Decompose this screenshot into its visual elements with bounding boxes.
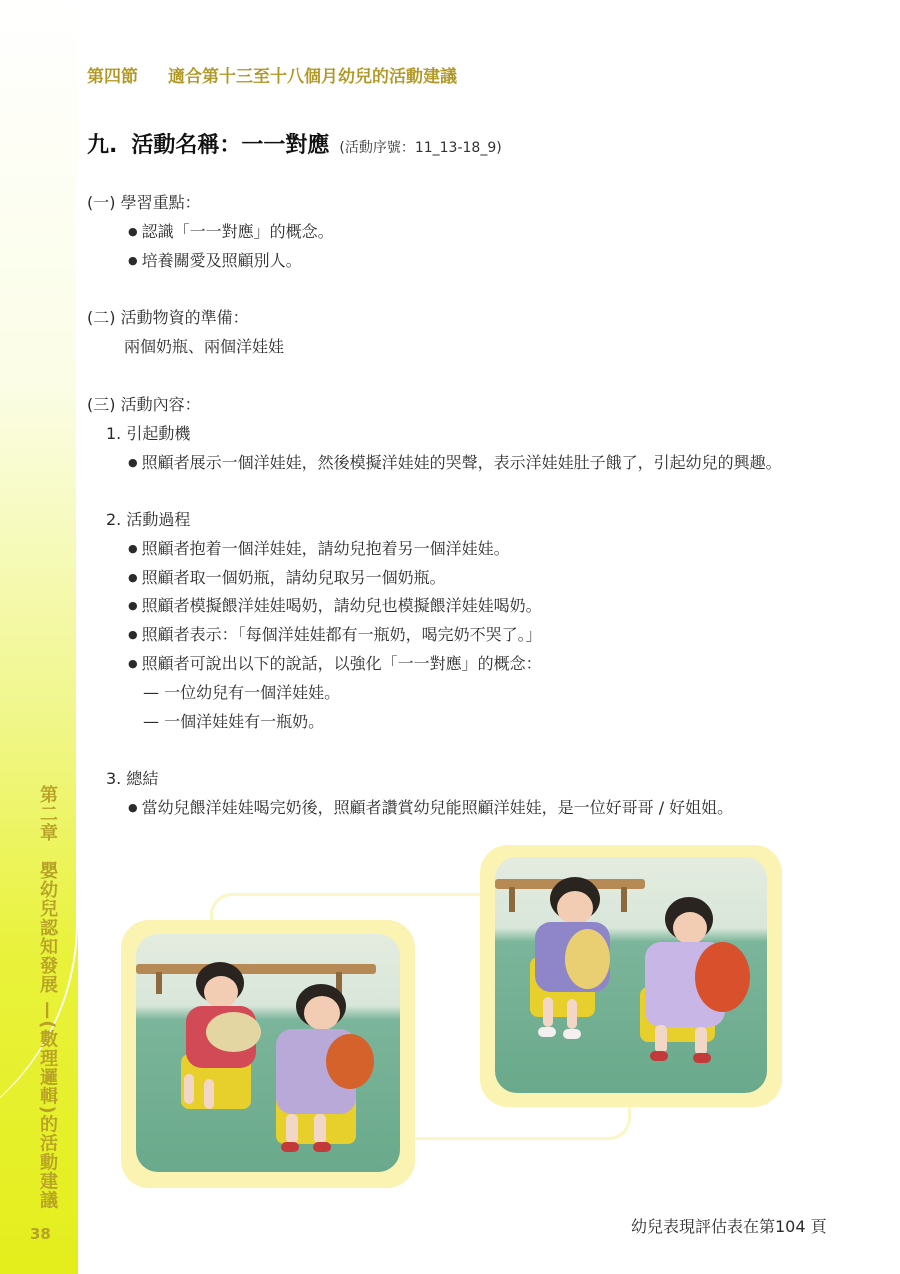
page-number: 38	[30, 1225, 51, 1243]
activity-title	[87, 128, 502, 159]
activity-name: 活動名稱：一一對應	[131, 133, 330, 158]
step2-point: ● 照顧者取一個奶瓶，請幼兒取另一個奶瓶。	[128, 565, 446, 588]
activity-code: (活動序號：11_13-18_9)	[339, 140, 502, 156]
step2-point: ● 照顧者模擬餵洋娃娃喝奶，請幼兒也模擬餵洋娃娃喝奶。	[128, 593, 542, 616]
activity-number: 九.	[87, 133, 118, 158]
step2-point: ● 照顧者表示：「每個洋娃娃都有一瓶奶，喝完奶不哭了。」	[128, 622, 542, 645]
section-label: 第四節	[87, 67, 138, 87]
section-header	[87, 62, 457, 87]
step3-title: 3. 總結	[106, 769, 159, 788]
photo-children-feeding-dolls-left	[136, 934, 400, 1172]
step2-dash-item: — 一個洋娃娃有一瓶奶。	[143, 712, 325, 731]
assessment-form-reference: 幼兒表現評估表在第104 頁	[631, 1217, 827, 1236]
learning-heading: (一) 學習重點：	[87, 193, 201, 212]
learning-point: ● 培養關愛及照顧別人。	[128, 248, 302, 271]
learning-point: ● 認識「一一對應」的概念。	[128, 219, 334, 242]
step1-title: 1. 引起動機	[106, 424, 191, 443]
step2-title: 2. 活動過程	[106, 510, 191, 529]
section-title: 適合第十三至十八個月幼兒的活動建議	[168, 67, 457, 87]
step3-point: ● 當幼兒餵洋娃娃喝完奶後，照顧者讚賞幼兒能照顧洋娃娃，是一位好哥哥 / 好姐姐。	[128, 795, 733, 818]
step2-dash-item: — 一位幼兒有一個洋娃娃。	[143, 683, 341, 702]
content-heading: (三) 活動內容：	[87, 395, 201, 414]
materials-text: 兩個奶瓶、兩個洋娃娃	[124, 337, 285, 356]
step1-point: ● 照顧者展示一個洋娃娃，然後模擬洋娃娃的哭聲，表示洋娃娃肚子餓了，引起幼兒的興趣。	[128, 450, 782, 473]
materials-heading: (二) 活動物資的準備：	[87, 308, 249, 327]
step2-point: ● 照顧者抱着一個洋娃娃，請幼兒抱着另一個洋娃娃。	[128, 536, 510, 559]
step2-point: ● 照顧者可說出以下的說話，以強化「一一對應」的概念：	[128, 651, 542, 674]
chapter-title-vertical: 第二章 嬰幼兒認知發展 —(數理邏輯)的活動建議	[37, 785, 58, 1210]
photo-children-feeding-dolls-right	[495, 857, 767, 1093]
